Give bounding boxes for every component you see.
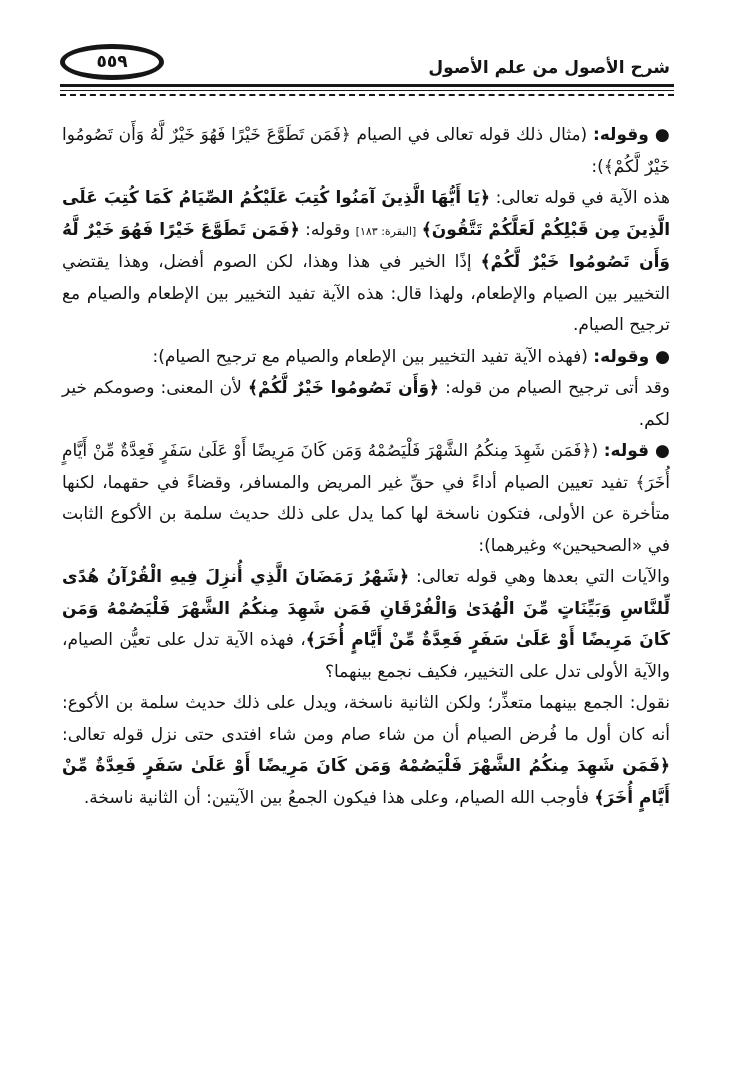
page-body <box>62 120 670 814</box>
header-rule-thick <box>60 84 674 87</box>
paragraph-text: (مثال ذلك قوله تعالى في الصيام ﴿فَمَن تَطَوَّعَ خَيْرًا فَهُوَ خَيْرٌ لَّهُ وَأَن تَصُومُوا خَيْرٌ لَّكُمْ﴾): <box>62 125 670 177</box>
quran-verse: ﴿فَمَن شَهِدَ مِنكُمُ الشَّهْرَ فَلْيَصُمْهُ وَمَن كَانَ مَرِيضًا أَوْ عَلَىٰ سَفَرٍ فَعِدَّةٌ مِّنْ أَيَّامٍ أُخَرَ﴾ <box>62 756 670 808</box>
quran-verse: ﴿شَهْرُ رَمَضَانَ الَّذِي أُنزِلَ فِيهِ الْقُرْآنُ هُدًى لِّلنَّاسِ وَبَيِّنَاتٍ مِّنَ الْهُدَىٰ وَالْفُرْقَانِ فَمَن شَهِدَ مِنكُمُ الشَّهْرَ فَلْيَصُمْهُ وَمَن كَانَ مَرِيضًا أَوْ عَلَىٰ سَفَرٍ فَعِدَّةٌ مِّنْ أَيَّامٍ أُخَرَ﴾ <box>62 567 670 650</box>
paragraph-intro: نقول: الجمع بينهما متعذِّر؛ ولكن الثانية ناسخة، ويدل على ذلك حديث سلمة بن الأكوع: أنه كان أول ما فُرض الصيام أن من شاء صام ومن شاء افتدى حتى نزل قوله تعالى: <box>62 693 670 745</box>
paragraph-7 <box>62 688 670 814</box>
header-rule-thin <box>60 90 674 91</box>
paragraph-intro: هذه الآية في قوله تعالى: <box>495 188 670 208</box>
page-header <box>60 40 674 96</box>
keyword: قوله: <box>603 441 649 461</box>
paragraph-1 <box>62 120 670 183</box>
bullet-icon: ● <box>655 441 670 461</box>
paragraph-text: تفيد تعيين الصيام أداءً في حقِّ غير المريض والمسافر، وقضاءً في حقهما، لكنها متأخرة عن الأولى، فتكون ناسخة لها كما يدل على ذلك حديث سلمة بن الأكوع الثابت في «الصحيحين» وغيرهما): <box>62 472 670 556</box>
keyword: وقوله: <box>592 125 649 145</box>
keyword: وقوله: <box>593 346 650 367</box>
paragraph-text: فأوجب الله الصيام، وعلى هذا فيكون الجمعُ بين الآيتين: أن الثانية ناسخة. <box>83 787 589 808</box>
paragraph-intro: وقد أتى ترجيح الصيام من قوله: <box>445 378 670 398</box>
paragraph-5 <box>62 436 670 562</box>
paragraph-6 <box>62 562 670 688</box>
quran-verse: ﴿يَا أَيُّهَا الَّذِينَ آمَنُوا كُتِبَ عَلَيْكُمُ الصِّيَامُ كَمَا كُتِبَ عَلَى الَّذِينَ مِن قَبْلِكُمْ لَعَلَّكُمْ تَتَّقُونَ﴾ <box>62 188 671 240</box>
paragraph-2 <box>62 183 670 342</box>
quran-verse: ﴿وَأَن تَصُومُوا خَيْرٌ لَّكُمْ﴾ <box>248 378 440 398</box>
paragraph-text: ، فهذه الآية تدل على تعيُّن الصيام، والآية الأولى تدل على التخيير، فكيف نجمع بينهما؟ <box>62 630 670 682</box>
paragraph-text: وقوله: <box>305 219 351 240</box>
page-number-badge <box>60 44 164 80</box>
paragraph-text: لأن المعنى: وصومكم خير لكم. <box>62 378 670 430</box>
paragraph-intro: والآيات التي بعدها وهي قوله تعالى: <box>415 567 671 587</box>
bullet-icon: ● <box>655 346 670 367</box>
verse-reference: [البقرة: ١٨٣] <box>355 224 417 238</box>
header-rule-dashed <box>60 94 674 96</box>
book-title: شرح الأصول من علم الأصول <box>428 58 670 78</box>
paragraph-text: (فهذه الآية تفيد التخيير بين الإطعام والصيام مع ترجيح الصيام): <box>152 346 588 367</box>
page-number: ٥٥٩ <box>63 47 161 77</box>
quran-verse: ﴿فَمَن تَطَوَّعَ خَيْرًا فَهُوَ خَيْرٌ لَّهُ وَأَن تَصُومُوا خَيْرٌ لَّكُمْ﴾ <box>62 219 670 272</box>
quran-verse: (﴿فَمَن شَهِدَ مِنكُمُ الشَّهْرَ فَلْيَصُمْهُ وَمَن كَانَ مَرِيضًا أَوْ عَلَىٰ سَفَرٍ فَعِدَّةٌ مِّنْ أَيَّامٍ أُخَرَ﴾ <box>62 441 670 493</box>
bullet-icon: ● <box>654 125 670 145</box>
paragraph-4 <box>62 373 670 436</box>
paragraph-3 <box>62 342 670 374</box>
paragraph-text: إذًا الخير في هذا وهذا، لكن الصوم أفضل، وهذا يقتضي التخيير بين الصيام والإطعام، ولهذا قال: هذه الآية تفيد التخيير بين الإطعام والصيام مع ترجيح الصيام. <box>62 252 670 335</box>
